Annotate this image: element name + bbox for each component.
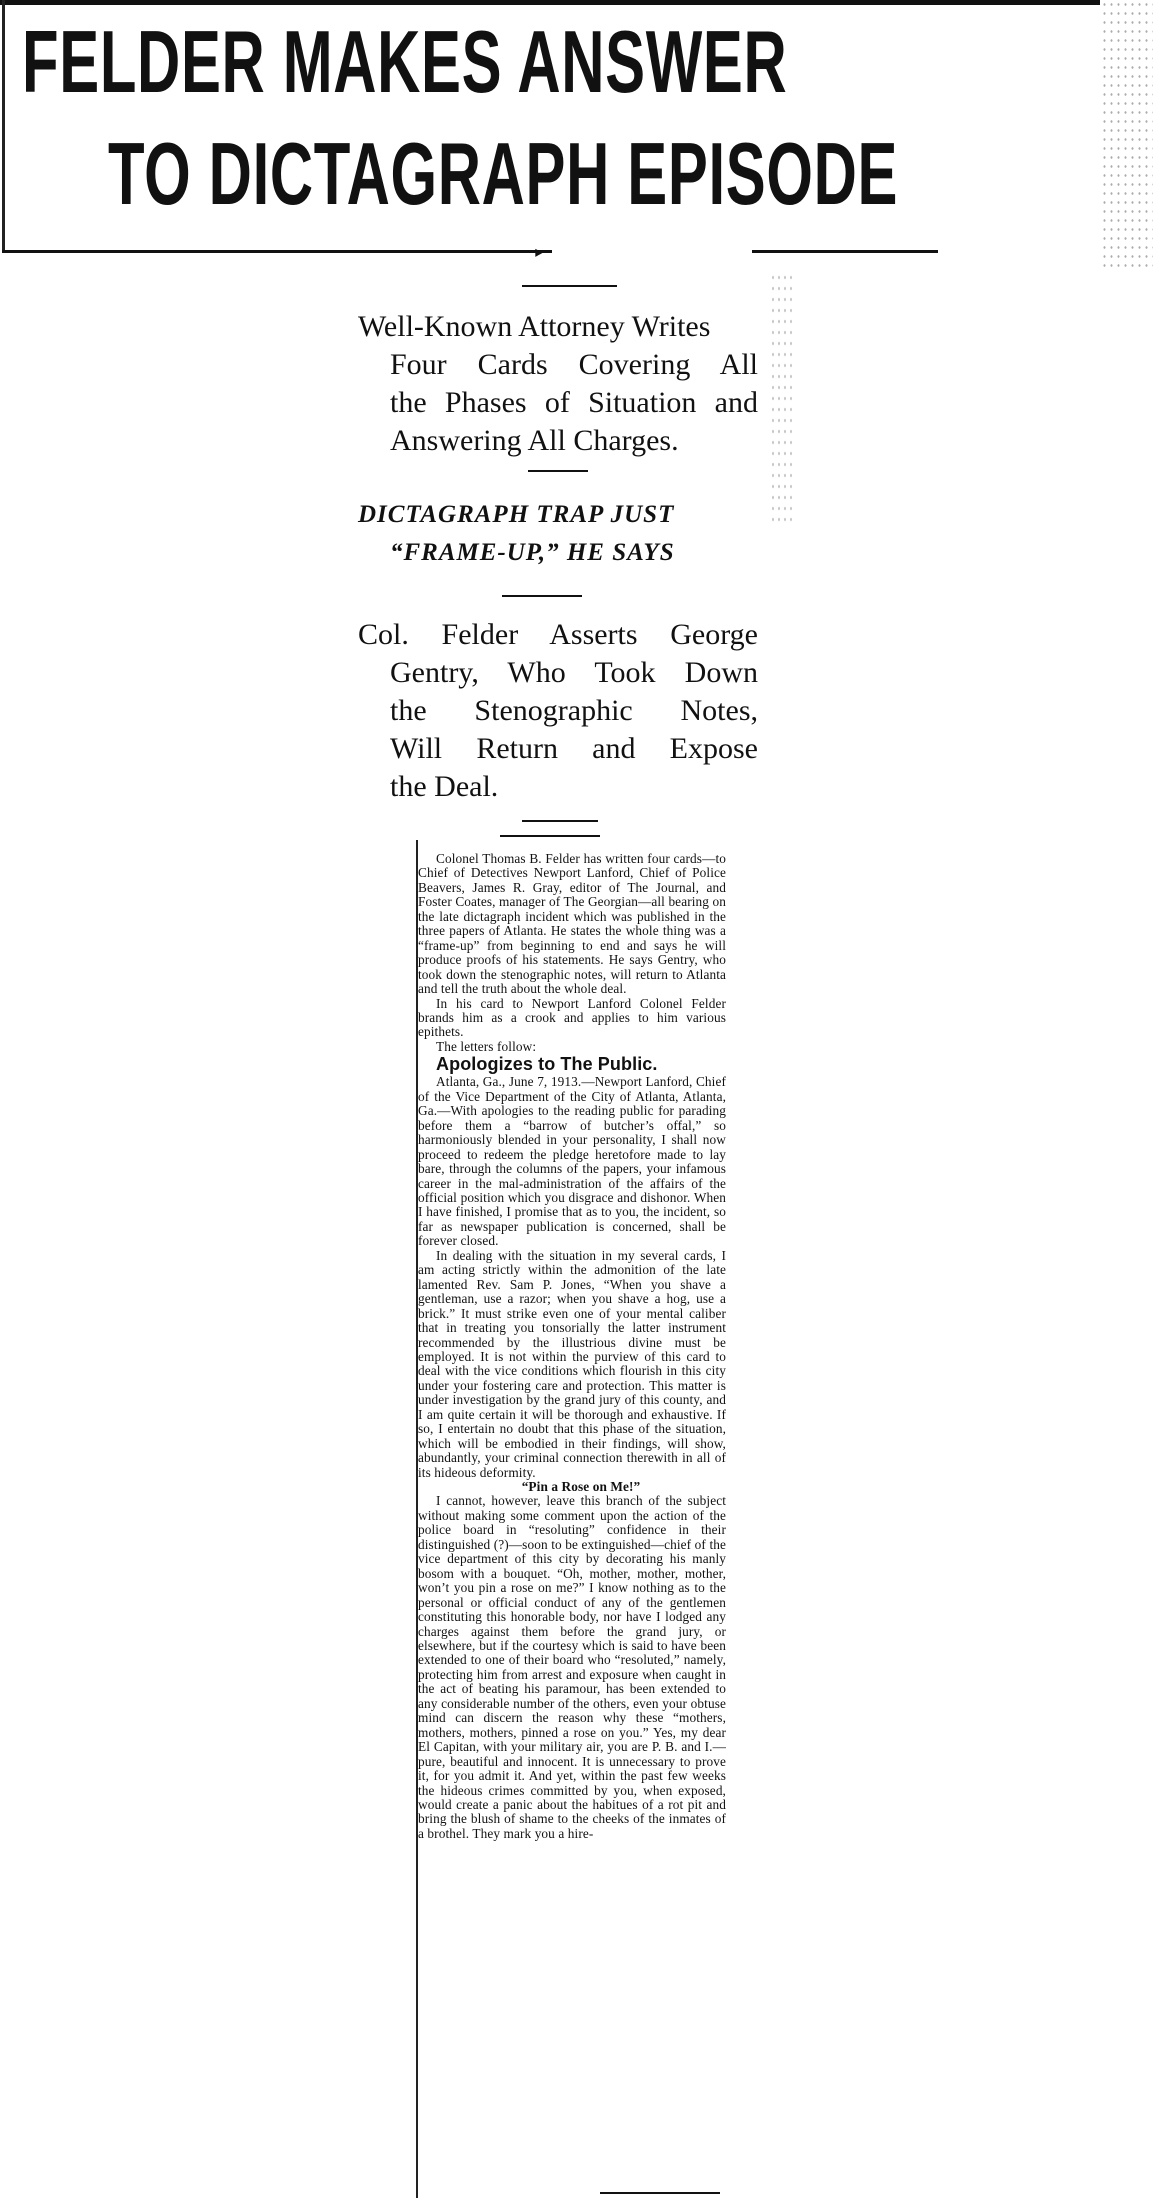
headline-rule	[752, 250, 938, 253]
headline-line-1: FELDER MAKES ANSWER	[22, 12, 788, 111]
deck-divider	[522, 285, 617, 287]
deck-divider	[502, 595, 582, 597]
deck-line: “FRAME-UP,” HE SAYS	[390, 539, 675, 566]
paper-speckle	[770, 272, 794, 522]
deck-one	[358, 308, 758, 460]
deck-divider	[500, 835, 600, 837]
paper-speckle	[1101, 0, 1153, 272]
deck-line: Will Return and Expose	[390, 732, 758, 765]
article-body	[418, 852, 726, 1841]
deck-line: the Phases of Situation and	[390, 386, 758, 419]
deck-line: Four Cards Covering All	[390, 348, 758, 381]
deck-line: the Deal.	[390, 770, 499, 803]
deck-three	[358, 616, 758, 806]
article-paragraph: Colonel Thomas B. Felder has written four cards—to Chief of Detectives Newport Lanford, Chief of Police Beavers, James R. Gray, editor of The Journal, and Foster Coates, manager of The Georgian—all bearing on the late dictagraph incident which was published in the three papers of Atlanta. He states the whole thing was a “frame-up” from beginning to end and says he will produce proofs of his statements. He says Gentry, who took down the stenographic notes, will return to Atlanta and tell the truth about the whole deal.	[418, 851, 726, 997]
article-paragraph: In his card to Newport Lanford Colonel Felder brands him as a crook and applies to him various epithets.	[418, 995, 726, 1040]
deck-line: Col. Felder Asserts George	[358, 618, 758, 651]
deck-divider	[522, 820, 598, 822]
column-end-rule	[600, 2192, 720, 2194]
deck-divider	[528, 470, 588, 472]
deck-two	[358, 496, 758, 572]
rule-ornament: ‣	[532, 241, 545, 266]
article-subhead: “Pin a Rose on Me!”	[521, 1479, 641, 1495]
deck-line: Gentry, Who Took Down	[390, 656, 758, 689]
left-rule	[2, 0, 5, 250]
headline-rule	[2, 250, 552, 253]
article-subhead: Apologizes to The Public.	[436, 1054, 658, 1075]
headline-line-2: TO DICTAGRAPH EPISODE	[108, 124, 899, 223]
deck-line: Answering All Charges.	[390, 424, 679, 457]
article-paragraph: I cannot, however, leave this branch of the subject without making some comment upon the action of the police board in “resoluting” confidence in their distinguished (?)—soon to be extinguished—chief of the vice department of this city by decorating his manly bosom with a bouquet. “Oh, mother, mother, mother, won’t you pin a rose on me?” I know nothing as to the personal or official conduct of any of the gentlemen constituting this honorable body, nor have I lodged any charges against them before the grand jury, or elsewhere, but if the courtesy which is said to have been extended to one of their board who “resoluted,” namely, protecting him from arrest and exposure when caught in the act of beating his paramour, has been extended to any considerable number of the others, even your obtuse mind can discern the reason why these “mothers, mothers, mothers, pinned a rose on you.” Yes, my dear El Capitan, with your military air, you are P. B. and I.—pure, beautiful and innocent. It is unnecessary to prove it, for you admit it. And yet, within the past few weeks the hideous crimes committed by you, when exposed, would create a panic about the habitues of a rot pit and bring the blush of shame to the cheeks of the inmates of a brothel. They mark you a hire-	[418, 1493, 726, 1841]
article-paragraph: Atlanta, Ga., June 7, 1913.—Newport Lanford, Chief of the Vice Department of the City of Atlanta, Atlanta, Ga.—With apologies to the reading public for parading before them a “barrow of butcher’s offal,” so harmoniously blended in your personality, I shall now proceed to redeem the pledge heretofore made to lay bare, through the columns of the papers, your infamous career in the mal-administration of the affairs of the official position which you disgrace and dishonor. When I have finished, I promise that as to you, the incident, so far as newspaper publication is concerned, shall be forever closed.	[418, 1074, 726, 1249]
deck-line: Well-Known Attorney Writes	[358, 310, 711, 343]
article-paragraph: The letters follow:	[436, 1038, 537, 1054]
top-rule	[0, 0, 1100, 5]
article-paragraph: In dealing with the situation in my several cards, I am acting strictly within the admonition of the late lamented Rev. Sam P. Jones, “When you shave a gentleman, use a razor; when you shave a hog, use a brick.” It must strike even one of your mental caliber that in treating you tonsorially the latter instrument recommended by the illustrious divine must be employed. It is not within the purview of this card to deal with the vice conditions which flourish in this city under your fostering care and protection. This matter is under investigation by the grand jury of this county, and I am quite certain it will be thorough and exhaustive. If so, I entertain no doubt that this phase of the situation, which will be embodied in their findings, will show, abundantly, your criminal connection therewith in all of its hideous deformity.	[418, 1247, 726, 1480]
deck-line: DICTAGRAPH TRAP JUST	[358, 501, 675, 528]
deck-line: the Stenographic Notes,	[390, 694, 758, 727]
